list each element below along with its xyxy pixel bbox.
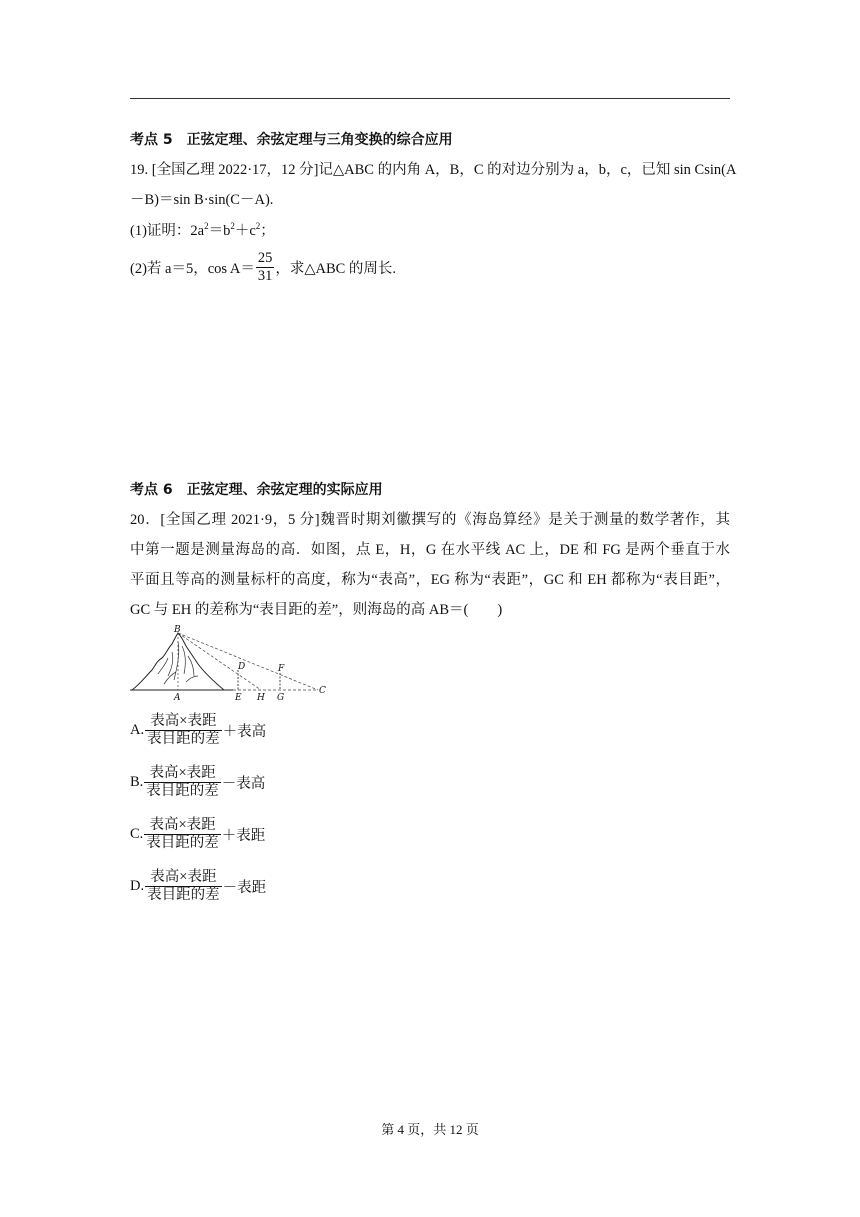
label-h: H [257,693,265,703]
label-g: G [277,693,285,703]
option-a-fraction: $\frac{\text{表高×表距}}{\text{表目距的差}}$ [147,713,220,747]
q19-part-2: (2)若 a＝5，cos A＝ $\frac{25}{31}$ ，求△ABC 的周长. [130,250,397,284]
label-d: D [238,662,246,672]
option-a-letter: A. [130,721,145,738]
label-e: E [235,693,242,703]
option-a-tail: ＋表高 [222,723,267,740]
section-6-heading [130,480,383,500]
section-5-label: 考点 5 [130,132,173,148]
option-a[interactable] [130,713,266,747]
fraction-25-31: $\frac{25}{31}$ [257,250,273,284]
q19-line-1: 19. [全国乙理 2022·17，12 分]记△ABC 的内角 A，B，C 的对边分别为 a，b，c，已知 sin Csin(A [130,162,737,178]
option-b-letter: B. [130,773,144,790]
q20-line-4: GC 与 EH 的差称为“表目距的差”，则海岛的高 AB＝( ) [130,602,503,618]
label-b: B [174,625,181,635]
option-d-fraction: $\frac{\text{表高×表距}}{\text{表目距的差}}$ [147,869,220,903]
island-survey-figure [128,624,338,704]
q20-line-3: 平面且等高的测量标杆的高度，称为“表高”，EG 称为“表距”，GC 和 EH 都称为“表目距”， [130,572,730,588]
q19-line-2: －B)＝sin B·sin(C－A). [130,192,274,208]
option-c-fraction: $\frac{\text{表高×表距}}{\text{表目距的差}}$ [146,817,219,851]
q20-line-1: 20．[全国乙理 2021·9，5 分]魏晋时期刘徽撰写的《海岛算经》是关于测量的数学著作，其 [130,512,730,528]
section-5-title: 正弦定理、余弦定理与三角变换的综合应用 [186,132,453,148]
option-c-letter: C. [130,825,144,842]
section-6-title: 正弦定理、余弦定理的实际应用 [186,482,383,498]
header-rule [130,98,730,99]
label-f: F [278,664,285,674]
option-b[interactable] [130,765,265,799]
option-c-tail: ＋表距 [221,827,266,844]
section-6-label: 考点 6 [130,482,173,498]
q20-line-2: 中第一题是测量海岛的高．如图，点 E，H，G 在水平线 AC 上，DE 和 FG 是两个垂直于水 [130,542,730,558]
page-footer: 第 4 页，共 12 页 [381,1122,479,1137]
option-d[interactable] [130,869,266,903]
q19-part-1: (1)证明：$2a^2=b^2+c^2$； [130,221,275,239]
option-d-letter: D. [130,877,145,894]
option-d-tail: －表距 [222,879,267,896]
option-b-fraction: $\frac{\text{表高×表距}}{\text{表目距的差}}$ [146,765,219,799]
section-5-heading [130,130,453,150]
option-c[interactable] [130,817,265,851]
label-a: A [174,693,181,703]
option-b-tail: －表高 [221,775,266,792]
label-c: C [319,686,326,696]
